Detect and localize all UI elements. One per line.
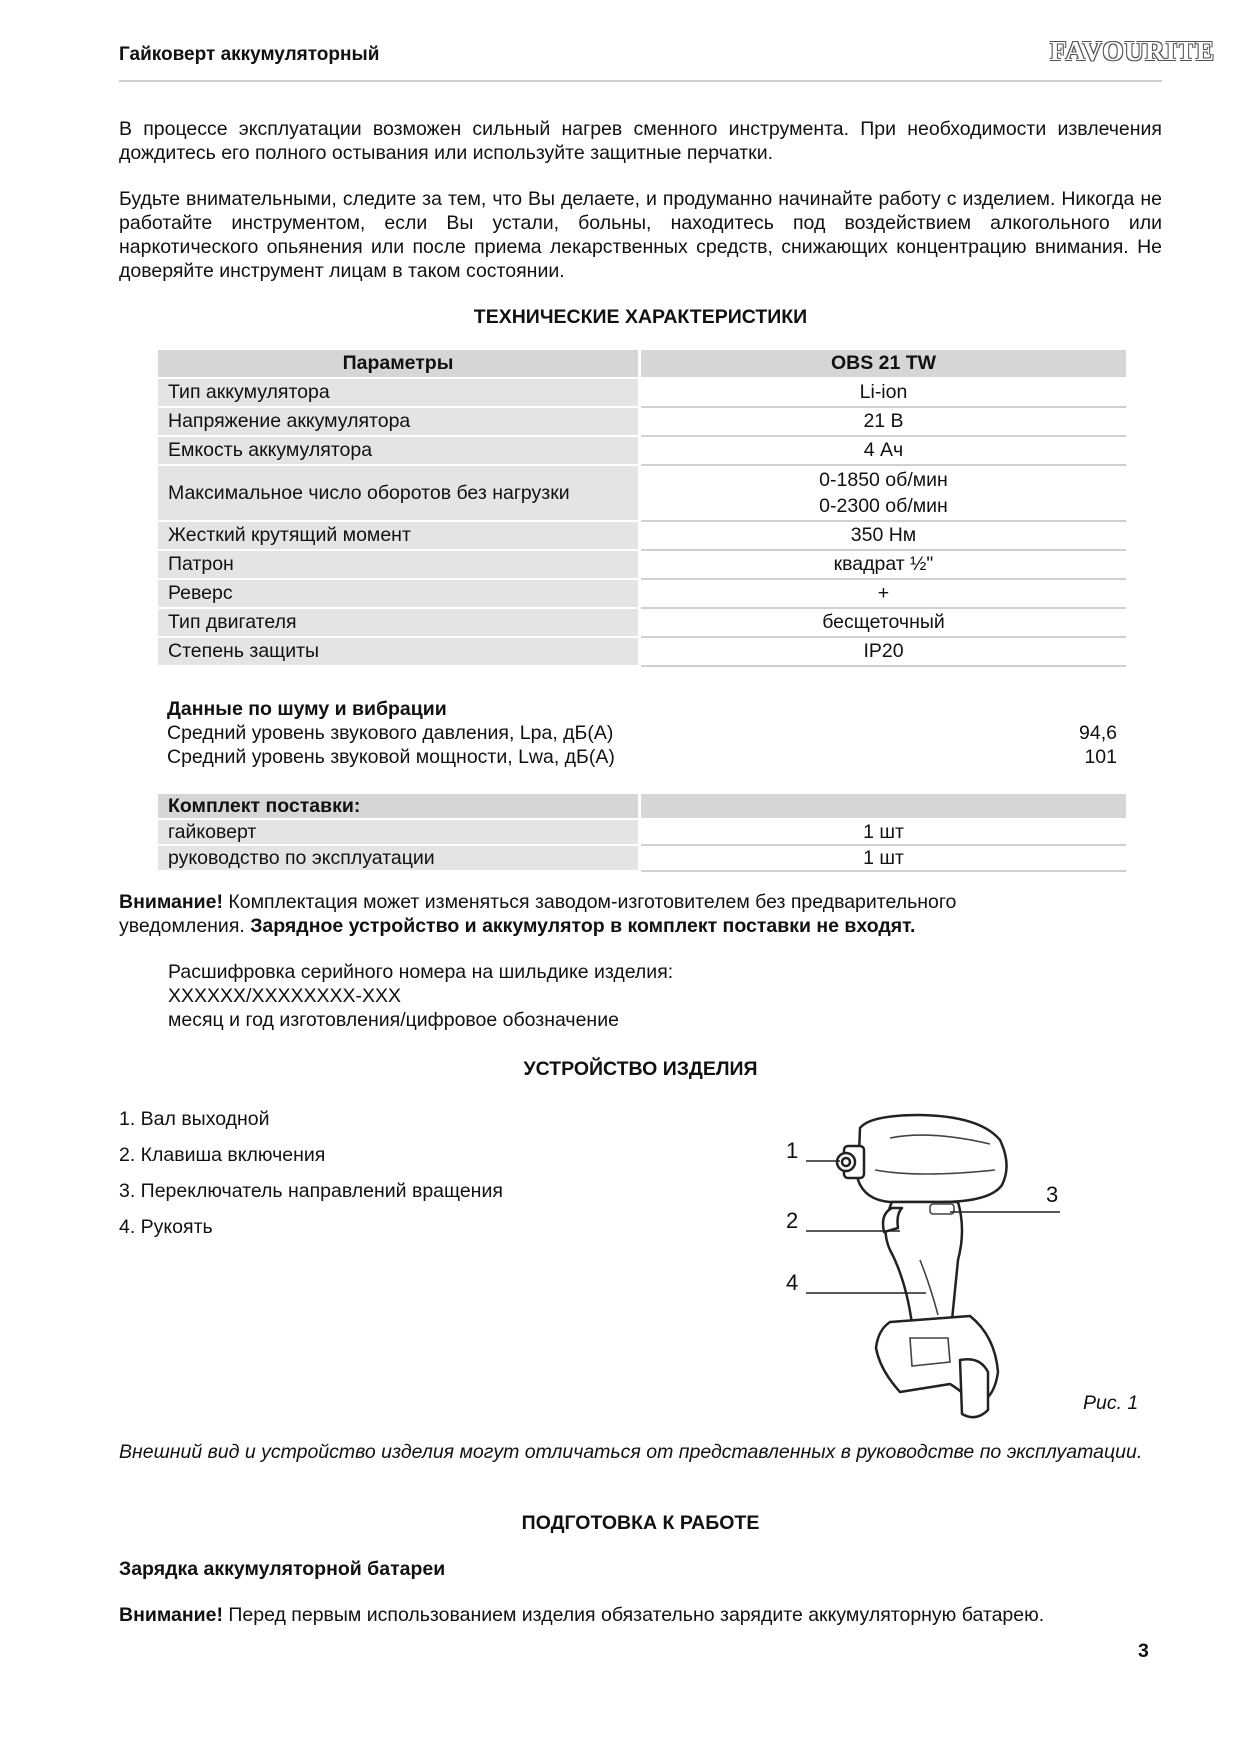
specs-col-model: OBS 21 TW bbox=[641, 350, 1126, 379]
noise-label: Средний уровень звукового давления, Lpa, дБ(А) bbox=[167, 722, 614, 744]
kit-table-header bbox=[158, 794, 1126, 820]
spec-value: 21 В bbox=[641, 408, 1126, 437]
noise-section bbox=[167, 697, 1117, 769]
callout-1: 1 bbox=[786, 1138, 799, 1163]
kit-item: гайковерт bbox=[158, 820, 641, 846]
spec-value: Li-ion bbox=[641, 379, 1126, 408]
prep-notice bbox=[119, 1604, 1044, 1627]
table-row bbox=[158, 466, 1126, 522]
specs-col-param: Параметры bbox=[158, 350, 641, 379]
serial-line: Расшифровка серийного номера на шильдике изделия: bbox=[168, 961, 674, 983]
noise-row bbox=[167, 721, 1117, 745]
list-item: 4. Рукоять bbox=[119, 1216, 213, 1238]
kit-header-blank bbox=[641, 794, 1126, 820]
header-title: Гайковерт аккумуляторный bbox=[119, 44, 380, 65]
device-heading: УСТРОЙСТВО ИЗДЕЛИЯ bbox=[523, 1058, 758, 1080]
prep-bold: Внимание! bbox=[119, 1604, 223, 1626]
spec-value: + bbox=[641, 580, 1126, 609]
table-row bbox=[158, 609, 1126, 638]
noise-value: 94,6 bbox=[1079, 722, 1117, 744]
serial-format: XXXXXX/XXXXXXXX-XXX bbox=[168, 985, 402, 1007]
table-row bbox=[158, 551, 1126, 580]
prep-heading: ПОДГОТОВКА К РАБОТЕ bbox=[521, 1512, 760, 1534]
spec-param: Жесткий крутящий момент bbox=[158, 522, 641, 551]
header-divider bbox=[119, 80, 1162, 82]
serial-block bbox=[168, 960, 673, 1032]
kit-item: руководство по эксплуатации bbox=[158, 846, 641, 872]
noise-title: Данные по шуму и вибрации bbox=[167, 698, 447, 720]
spec-param: Емкость аккумулятора bbox=[158, 437, 641, 466]
kit-title: Комплект поставки: bbox=[158, 794, 641, 820]
kit-table bbox=[158, 794, 1126, 872]
table-row bbox=[158, 408, 1126, 437]
list-item: 1. Вал выходной bbox=[119, 1108, 270, 1130]
specs-heading: ТЕХНИЧЕСКИЕ ХАРАКТЕРИСТИКИ bbox=[473, 306, 808, 328]
table-row bbox=[158, 638, 1126, 667]
list-item: 2. Клавиша включения bbox=[119, 1144, 326, 1166]
noise-label: Средний уровень звуковой мощности, Lwa, дБ(А) bbox=[167, 746, 615, 768]
prep-text: Перед первым использованием изделия обязательно зарядите аккумуляторную батарею. bbox=[222, 1604, 1045, 1626]
spec-value: 350 Нм bbox=[641, 522, 1126, 551]
spec-value-multi bbox=[641, 466, 1126, 522]
table-row bbox=[158, 379, 1126, 408]
spec-value: 4 Ач bbox=[641, 437, 1126, 466]
notice-bold-exclusion: Зарядное устройство и аккумулятор в комплект поставки не входят. bbox=[250, 915, 916, 937]
spec-value: 0-2300 об/мин bbox=[819, 495, 948, 517]
spec-param: Патрон bbox=[158, 551, 641, 580]
table-row bbox=[158, 846, 1126, 872]
spec-param: Максимальное число оборотов без нагрузки bbox=[158, 466, 641, 522]
spec-param: Степень защиты bbox=[158, 638, 641, 667]
specs-table-header bbox=[158, 350, 1126, 379]
paragraph-attention: Будьте внимательными, следите за тем, что Вы делаете, и продуманно начинайте работу с изделием. Никогда не работайте инструментом, если Вы устали, больны, находитесь под воздействием алкогольного или наркотического опьянения или после приема лекарственных средств, снижающих концентрацию внимания. Не доверяйте инструмент лицам в таком состоянии. bbox=[119, 188, 1162, 282]
table-row bbox=[158, 580, 1126, 609]
noise-row bbox=[167, 745, 1117, 769]
spec-value: квадрат ½" bbox=[641, 551, 1126, 580]
figure-caption: Рис. 1 bbox=[1083, 1392, 1139, 1414]
list-item: 3. Переключатель направлений вращения bbox=[119, 1180, 503, 1202]
page-number: 3 bbox=[1138, 1640, 1149, 1662]
disclaimer-paragraph: Внешний вид и устройство изделия могут отличаться от представленных в руководстве по эксплуатации. bbox=[119, 1441, 1143, 1463]
paragraph-heat-warning: В процессе эксплуатации возможен сильный нагрев сменного инструмента. При необходимости извлечения дождитесь его полного остывания или используйте защитные перчатки. bbox=[119, 118, 1162, 164]
brand-logo: FAVOURITE bbox=[1050, 36, 1215, 66]
spec-param: Тип аккумулятора bbox=[158, 379, 641, 408]
serial-line: месяц и год изготовления/цифровое обозначение bbox=[168, 1009, 619, 1031]
callout-lines bbox=[780, 1140, 1080, 1300]
callout-4: 4 bbox=[786, 1270, 799, 1295]
prep-subheading: Зарядка аккумуляторной батареи bbox=[119, 1558, 446, 1580]
spec-value: 0-1850 об/мин bbox=[819, 469, 948, 491]
table-row bbox=[158, 437, 1126, 466]
kit-qty: 1 шт bbox=[641, 820, 1126, 846]
spec-value: IP20 bbox=[641, 638, 1126, 667]
spec-value: бесщеточный bbox=[641, 609, 1126, 638]
table-row bbox=[158, 522, 1126, 551]
specs-table bbox=[158, 350, 1126, 667]
spec-param: Тип двигателя bbox=[158, 609, 641, 638]
notice-bold: Внимание! bbox=[119, 891, 223, 913]
notice-paragraph bbox=[119, 890, 1019, 938]
spec-param: Напряжение аккумулятора bbox=[158, 408, 641, 437]
table-row bbox=[158, 820, 1126, 846]
callout-3: 3 bbox=[1046, 1182, 1059, 1207]
kit-qty: 1 шт bbox=[641, 846, 1126, 872]
spec-param: Реверс bbox=[158, 580, 641, 609]
notice-text: Комплектация может изменяться заводом-изготовителем без предварительного уведомления. bbox=[119, 891, 957, 937]
callout-2: 2 bbox=[786, 1208, 799, 1233]
noise-value: 101 bbox=[1084, 746, 1117, 768]
